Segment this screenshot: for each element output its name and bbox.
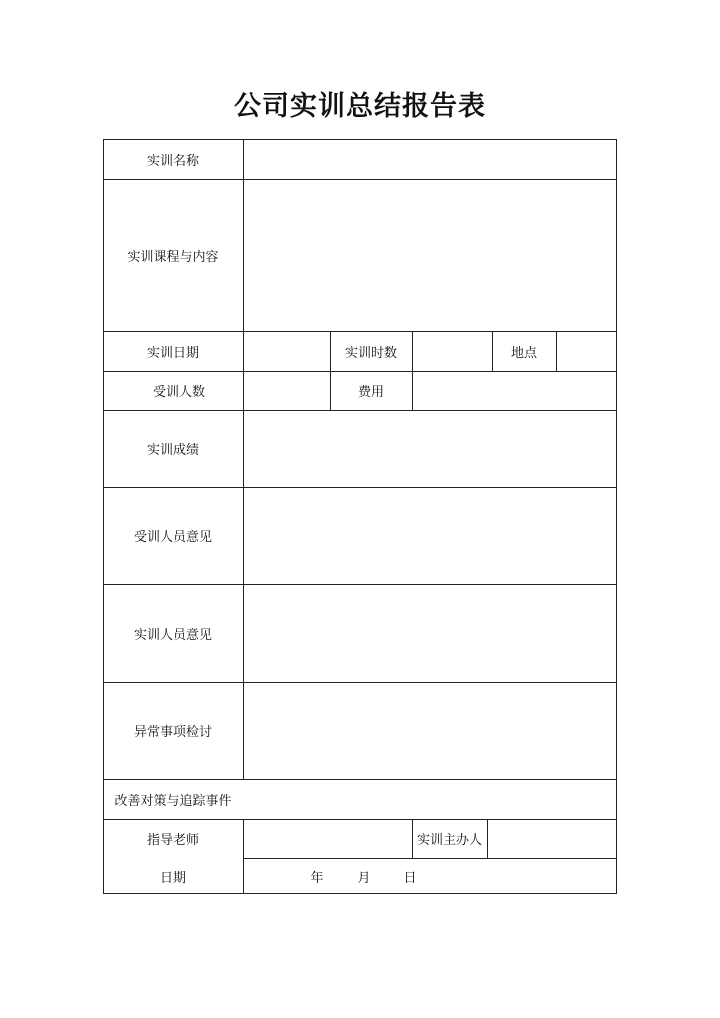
label-training-date: 实训日期	[146, 345, 199, 361]
page-title: 公司实训总结报告表	[234, 91, 486, 122]
label-training-results: 实训成绩	[146, 443, 199, 458]
column-divider	[487, 819, 488, 858]
date-day-label: 日	[403, 870, 417, 886]
column-divider	[243, 819, 244, 894]
label-trainee-count: 受训人数	[152, 385, 205, 400]
label-improvement-measures: 改善对策与追踪事件	[114, 793, 232, 809]
date-year-label: 年	[310, 870, 324, 886]
label-trainer-opinion: 实训人员意见	[133, 627, 212, 643]
label-date: 日期	[159, 870, 186, 886]
label-training-name: 实训名称	[146, 153, 199, 169]
row-divider	[243, 858, 617, 859]
label-anomaly-review: 异常事项检讨	[133, 725, 212, 740]
column-divider	[412, 331, 413, 410]
label-instructor: 指导老师	[146, 833, 199, 848]
label-courses-content: 实训课程与内容	[127, 249, 219, 265]
label-cost: 费用	[357, 385, 384, 400]
date-month-label: 月	[357, 870, 371, 886]
column-divider	[556, 331, 557, 371]
label-location: 地点	[510, 345, 537, 361]
label-trainee-opinion: 受训人员意见	[133, 530, 212, 545]
column-divider	[243, 139, 244, 779]
label-organizer: 实训主办人	[416, 833, 482, 848]
label-training-hours: 实训时数	[344, 345, 397, 361]
